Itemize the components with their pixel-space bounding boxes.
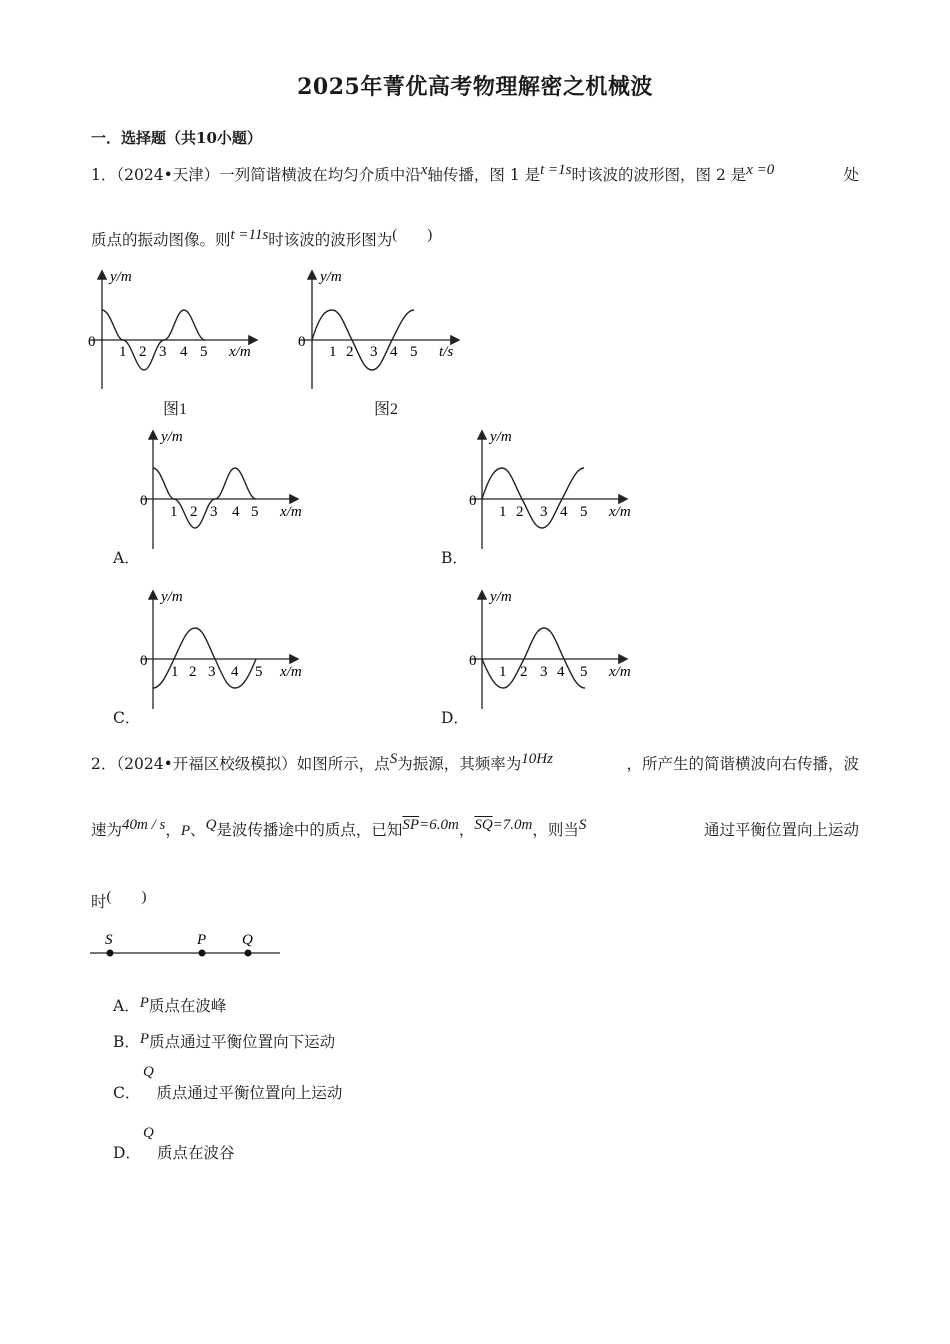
y-axis-label: y/m <box>320 269 342 285</box>
origin-label: 0 <box>469 653 477 669</box>
q2-text: 如图所示，点 <box>296 755 390 773</box>
q2-line-2 <box>91 818 859 840</box>
q1-position-0: x =0 <box>746 162 775 178</box>
q2-option-b[interactable] <box>113 1030 335 1052</box>
q2-speed: 40m / s <box>122 817 166 833</box>
option-a-graph[interactable] <box>137 424 327 554</box>
q2-line-1 <box>91 752 859 774</box>
tick-label: 4 <box>390 344 398 360</box>
option-text: 质点通过平衡位置向下运动 <box>149 1033 336 1051</box>
x-axis-label: x/m <box>229 344 251 360</box>
q1-text: 时该波的波形图，图 2 是 <box>571 166 747 184</box>
q2-text: 为振源，其频率为 <box>397 755 522 773</box>
q2-var-s: S <box>578 817 587 833</box>
q2-sq-value: =7.0m <box>492 817 533 833</box>
option-label: C． <box>113 1084 141 1102</box>
q2-text: ，则当 <box>532 821 579 839</box>
tick-label: 1 <box>171 664 179 680</box>
q1-time-11: t =11s <box>230 227 269 243</box>
q2-option-d-var <box>143 1123 154 1142</box>
tick-label: 3 <box>208 664 216 680</box>
x-axis-label: x/m <box>280 664 302 680</box>
q2-frequency: 10Hz <box>521 751 553 767</box>
tick-label: 3 <box>540 504 548 520</box>
origin-label: 0 <box>88 334 96 350</box>
option-a-label[interactable]: A． <box>113 549 140 567</box>
q1-text: 一列简谐横波在均匀介质中沿 <box>219 166 421 184</box>
figure-1-waveform <box>86 264 276 394</box>
origin-label: 0 <box>469 493 477 509</box>
origin-label: 0 <box>140 653 148 669</box>
tick-label: 3 <box>210 504 218 520</box>
option-b-label[interactable]: B． <box>441 549 468 567</box>
q2-text: ，所产生的简谐横波向右传播，波 <box>626 755 859 773</box>
q2-option-a[interactable] <box>113 994 226 1016</box>
q1-time-1: t =1s <box>540 162 572 178</box>
q1-line-1 <box>91 163 859 185</box>
q2-line-3 <box>91 890 147 912</box>
tick-label: 4 <box>560 504 568 520</box>
tick-label: 1 <box>499 664 507 680</box>
tick-label: 5 <box>580 664 588 680</box>
tick-label: 3 <box>370 344 378 360</box>
tick-label: 4 <box>557 664 565 680</box>
label-p: P <box>197 932 207 948</box>
origin-label: 0 <box>140 493 148 509</box>
option-c-graph[interactable] <box>137 584 327 714</box>
y-axis-label: y/m <box>490 429 512 445</box>
figure-2-vibration <box>296 264 476 394</box>
q2-sp-bar: $\overline{SP}$ <box>402 817 420 833</box>
tick-label: 2 <box>346 344 354 360</box>
tick-label: 1 <box>499 504 507 520</box>
tick-label: 1 <box>329 344 337 360</box>
q2-source: （2024•开福区校级模拟） <box>116 755 297 773</box>
q2-text: ， <box>165 821 181 839</box>
tick-label: 4 <box>180 344 188 360</box>
point-q <box>245 950 252 957</box>
tick-label: 2 <box>190 504 198 520</box>
tick-label: 1 <box>170 504 178 520</box>
option-var: Q <box>143 1064 154 1080</box>
tick-label: 4 <box>231 664 239 680</box>
tick-label: 2 <box>189 664 197 680</box>
option-label: B． <box>113 1033 140 1051</box>
option-c-label[interactable]: C． <box>113 709 141 727</box>
tick-label: 5 <box>251 504 259 520</box>
point-s <box>107 950 114 957</box>
x-axis-label: x/m <box>609 504 631 520</box>
x-axis-label: x/m <box>280 504 302 520</box>
tick-label: 5 <box>200 344 208 360</box>
option-d-graph[interactable] <box>466 584 656 714</box>
q2-text: 速为 <box>91 821 123 839</box>
q2-var-s: S <box>389 751 398 767</box>
option-text: 质点在波峰 <box>148 997 227 1015</box>
y-axis-label: y/m <box>161 589 183 605</box>
tick-label: 5 <box>580 504 588 520</box>
q2-text: ， <box>458 821 475 839</box>
option-label: D． <box>113 1144 141 1162</box>
tick-label: 1 <box>119 344 127 360</box>
x-axis-label: x/m <box>609 664 631 680</box>
option-label: A． <box>113 997 140 1015</box>
label-q: Q <box>242 932 253 948</box>
tick-label: 3 <box>159 344 167 360</box>
option-var: Q <box>143 1125 154 1141</box>
wave-curve <box>482 628 585 688</box>
q2-option-c[interactable] <box>113 1081 342 1103</box>
option-d-label[interactable]: D． <box>441 709 469 727</box>
y-axis-label: y/m <box>490 589 512 605</box>
option-var: P <box>139 1031 150 1047</box>
q1-answer-blank: ( ) <box>392 227 433 243</box>
origin-label: 0 <box>298 334 306 350</box>
y-axis-label: y/m <box>110 269 132 285</box>
wave-curve <box>153 628 256 688</box>
q2-number: 2． <box>91 755 117 773</box>
option-text: 质点在波谷 <box>156 1144 235 1162</box>
q2-text: 时 <box>91 893 107 911</box>
q2-var-p: P <box>180 823 191 839</box>
tick-label: 4 <box>232 504 240 520</box>
page-title: 2025年菁优高考物理解密之机械波 <box>297 74 653 100</box>
option-var: P <box>139 995 149 1011</box>
q1-text: 时该波的波形图为 <box>268 231 393 249</box>
wave-curve <box>482 468 584 528</box>
q2-answer-blank: ( ) <box>106 889 147 905</box>
section-heading: 一．选择题（共10小题） <box>91 129 262 147</box>
point-p <box>199 950 206 957</box>
tick-label: 2 <box>139 344 147 360</box>
tick-label: 5 <box>255 664 263 680</box>
figure-1-caption: 图1 <box>163 401 188 418</box>
q1-source: （2024•天津） <box>116 166 220 184</box>
q2-spq-figure <box>88 928 288 964</box>
q2-sq-bar: $\overline{SQ}$ <box>474 817 493 833</box>
figure-2-caption: 图2 <box>374 401 399 418</box>
tick-label: 3 <box>540 664 548 680</box>
q1-number: 1． <box>91 166 117 184</box>
q2-text: 通过平衡位置向上运动 <box>703 821 859 839</box>
wave-curve <box>153 468 256 528</box>
t-axis-label: t/s <box>439 344 454 360</box>
option-b-graph[interactable] <box>466 424 656 554</box>
tick-label: 2 <box>516 504 524 520</box>
q1-text: 轴传播，图 1 是 <box>427 166 541 184</box>
q1-text: 质点的振动图像。则 <box>91 231 231 249</box>
q1-line-2 <box>91 228 432 250</box>
q1-var-x: x <box>420 162 428 178</box>
label-s: S <box>105 932 113 948</box>
tick-label: 5 <box>410 344 418 360</box>
q2-text: 、 <box>190 821 206 839</box>
q2-var-q: Q <box>205 817 217 833</box>
q2-option-c-var <box>143 1062 154 1081</box>
q2-sp-value: =6.0m <box>419 817 459 833</box>
q2-text: 是波传播途中的质点，已知 <box>216 821 403 839</box>
tick-label: 2 <box>520 664 528 680</box>
q1-text: 处 <box>843 166 859 184</box>
y-axis-label: y/m <box>161 429 183 445</box>
q2-option-d[interactable] <box>113 1141 234 1163</box>
option-text: 质点通过平衡位置向上运动 <box>156 1084 343 1102</box>
